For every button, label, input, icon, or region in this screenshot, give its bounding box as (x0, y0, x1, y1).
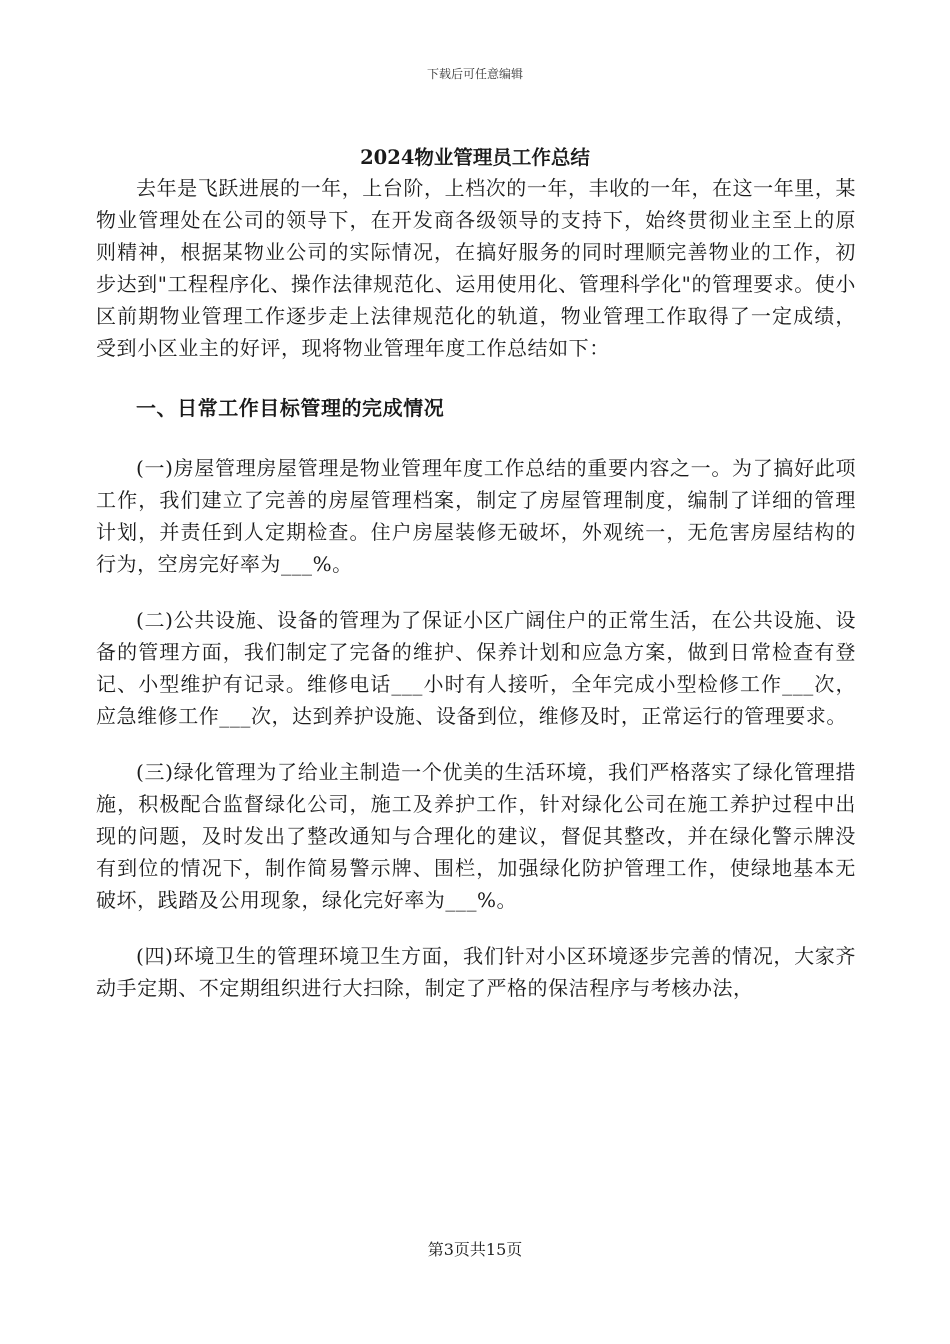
page-title: 2024物业管理员工作总结 (360, 146, 590, 169)
item-sanitation-management: (四)环境卫生的管理环境卫生方面，我们针对小区环境逐步完善的情况，大家齐动手定期、不定期组织进行大扫除，制定了严格的保洁程序与考核办法， (96, 944, 856, 1000)
item-public-facilities: (二)公共设施、设备的管理为了保证小区广阔住户的正常生活，在公共设施、设备的管理方面，我们制定了完备的维护、保养计划和应急方案，做到日常检查有登记、小型维护有记录。维修电话___小时有人接听，全年完成小型检修工作___次，应急维修工作___次，达到养护设施、设备到位，维修及时，正常运行的管理要求。 (96, 608, 856, 728)
page-number: 第3页共15页 (427, 1240, 523, 1259)
item-greening-management: (三)绿化管理为了给业主制造一个优美的生活环境，我们严格落实了绿化管理措施，积极配合监督绿化公司，施工及养护工作，针对绿化公司在施工养护过程中出现的问题，及时发出了整改通知与合理化的建议，督促其整改，并在绿化警示牌没有到位的情况下，制作简易警示牌、围栏，加强绿化防护管理工作，使绿地基本无破坏，践踏及公用现象，绿化完好率为___%。 (96, 760, 856, 912)
header-note: 下载后可任意编辑 (426, 67, 523, 81)
item-housing-management: (一)房屋管理房屋管理是物业管理年度工作总结的重要内容之一。为了搞好此项工作，我们建立了完善的房屋管理档案，制定了房屋管理制度，编制了详细的管理计划，并责任到人定期检查。住户房屋装修无破坏，外观统一，无危害房屋结构的行为，空房完好率为___%。 (96, 456, 856, 576)
intro-paragraph: 去年是飞跃进展的一年，上台阶，上档次的一年，丰收的一年，在这一年里，某物业管理处在公司的领导下，在开发商各级领导的支持下，始终贯彻业主至上的原则精神，根据某物业公司的实际情况，在搞好服务的同时理顺完善物业的工作，初步达到"工程程序化、操作法律规范化、运用使用化、管理科学化"的管理要求。使小区前期物业管理工作逐步走上法律规范化的轨道，物业管理工作取得了一定成绩，受到小区业主的好评，现将物业管理年度工作总结如下： (96, 176, 856, 360)
document-body (96, 172, 856, 1004)
section-heading-1: 一、日常工作目标管理的完成情况 (136, 396, 445, 420)
